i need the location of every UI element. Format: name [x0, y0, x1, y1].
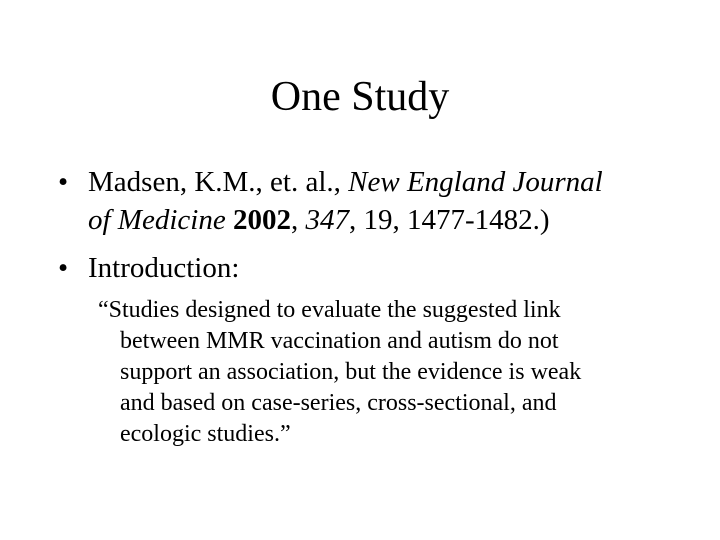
citation-line-1	[88, 163, 698, 201]
citation-space	[226, 204, 233, 236]
bullet-marker: •	[58, 166, 69, 198]
quote-line: support an association, but the evidence is weak	[120, 359, 582, 385]
citation-authors: Madsen, K.M., et. al.,	[88, 166, 349, 198]
citation-volume: 347	[305, 204, 349, 236]
quote-line: and based on case-series, cross-sectional, and	[120, 390, 557, 416]
slide-title: One Study	[270, 74, 450, 120]
journal-name-part-2: of Medicine	[88, 204, 226, 236]
journal-name-part-1: New England Journal	[348, 166, 603, 198]
introduction-quote	[98, 295, 688, 450]
introduction-label: Introduction:	[88, 252, 240, 284]
citation-pages: , 19, 1477-1482.)	[348, 204, 550, 236]
citation-line-2	[88, 201, 698, 239]
bullet-marker: •	[58, 252, 69, 284]
quote-line: “Studies designed to evaluate the suggested link	[98, 297, 561, 323]
quote-line: ecologic studies.”	[120, 421, 291, 447]
citation-comma: ,	[290, 204, 306, 236]
citation-text	[88, 163, 698, 239]
quote-line: between MMR vaccination and autism do not	[120, 328, 559, 354]
citation-year: 2002	[232, 204, 291, 236]
